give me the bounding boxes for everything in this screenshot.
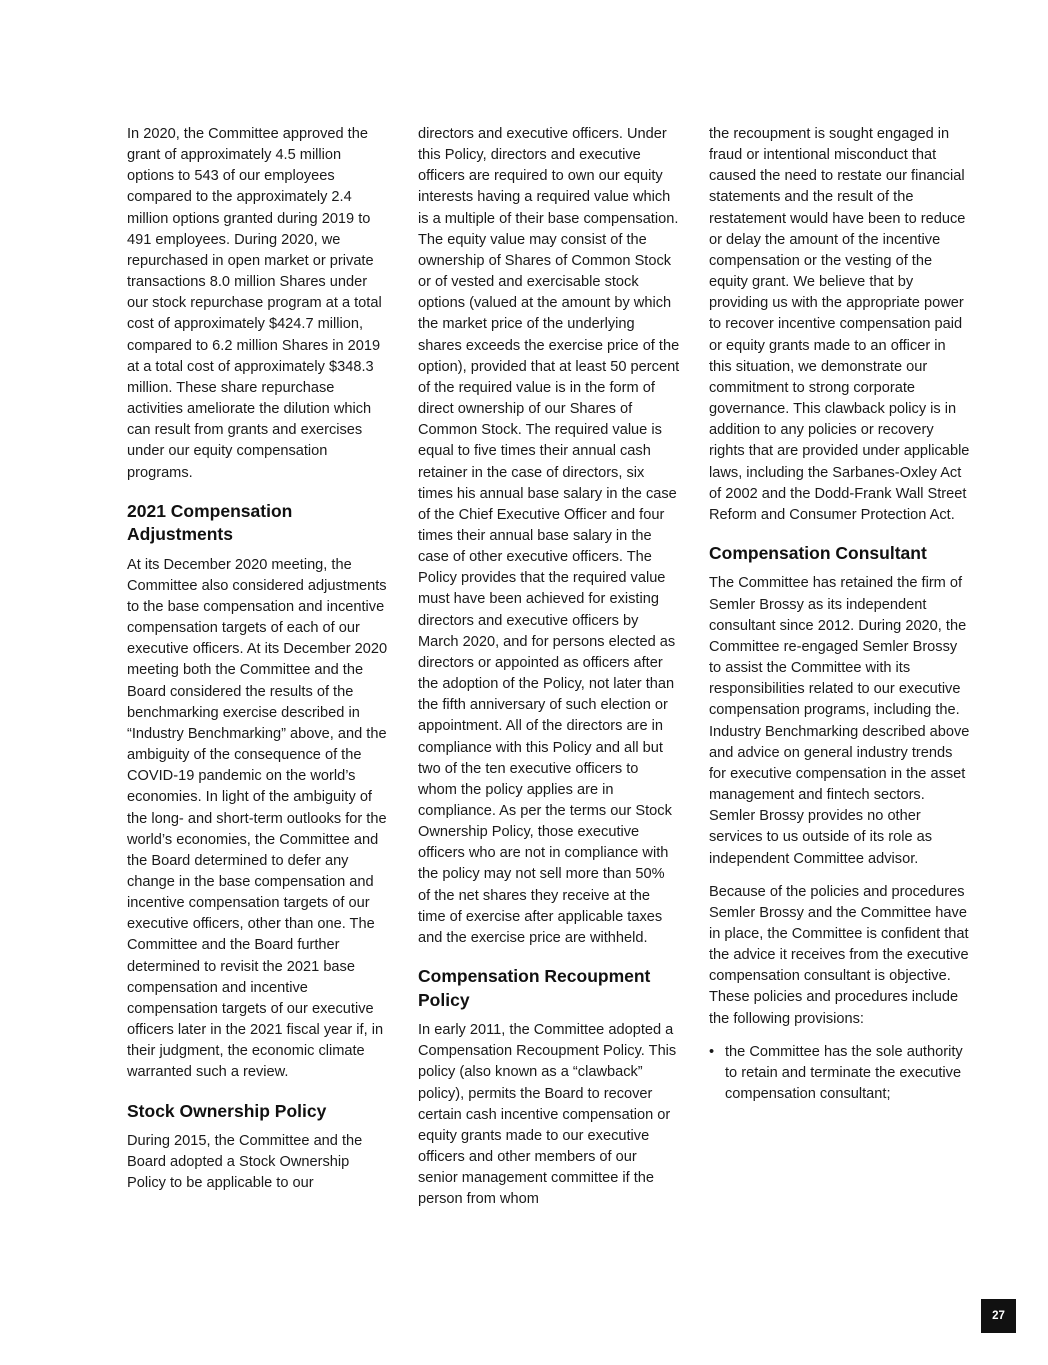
heading-compensation-recoupment-policy: Compensation Recoupment Policy — [418, 966, 651, 1010]
heading-compensation-consultant: Compensation Consultant — [709, 542, 927, 563]
paragraph-compensation-adjustments: At its December 2020 meeting, the Committee also considered adjustments to the base compensation and incentive compensation targets of each of our executive officers. At its December 2020 meeting both the Committee and the Board considered the results of the benchmarking exercise described in “Industry Benchmarking” above, and the ambiguity of the consequence of the COVID-19 pandemic on the world’s economies. In light of the ambiguity of the long- and short-term outlooks for the world’s economies, the Committee and the Board determined to defer any change in the base compensation and incentive compensation targets of our executive officers, other than one. The Committee and the Board further determined to revisit the 2021 base compensation and incentive compensation targets of our executive officers later in the 2021 fiscal year if, in their judgment, the economic climate warranted such a review. — [127, 556, 388, 1081]
provisions-list — [709, 1042, 971, 1105]
paragraph-recoupment-continued: the recoupment is sought engaged in fraud or intentional misconduct that caused the need to restate our financial statements and the result of the restatement would have been to reduce or delay the amount of the incentive compensation or the vesting of the equity grant. We believe that by providing us with the appropriate power to recover incentive compensation paid or equity grants made to an officer in this situation, we demonstrate our commitment to strong corporate governance. This clawback policy is in addition to any policies or recovery rights that are provided under applicable laws, including the Sarbanes-Oxley Act of 2002 and the Dodd-Frank Wall Street Reform and Consumer Protection Act. — [709, 126, 970, 523]
paragraph-option-grants: In 2020, the Committee approved the grant of approximately 4.5 million options to 543 of our employees compared to the approximately 2.4 million options granted during 2019 to 491 employees. During 2020, we repurchased in open market or private transactions 8.0 million Shares under our stock repurchase program at a total cost of approximately $424.7 million, compared to 6.2 million Shares in 2019 at a total cost of approximately $348.3 million. These share repurchase activities ameliorate the dilution which can result from grants and exercises under our equity compensation programs. — [127, 126, 382, 481]
list-item: • the Committee has the sole authority to retain and terminate the executive compensation consultant; — [709, 1042, 971, 1105]
heading-2021-compensation-adjustments: 2021 Compensation Adjustments — [127, 500, 293, 545]
paragraph-stock-ownership-start: During 2015, the Committee and the Board adopted a Stock Ownership Policy to be applicable to our — [127, 1133, 363, 1192]
paragraph-consultant: The Committee has retained the firm of Semler Brossy as its independent consultant since 2012. During 2020, the Committee re-engaged Semler Brossy to assist the Committee with its responsibilities related to our executive compensation programs, including the. Industry Benchmarking described above and advice on general industry trends for executive compensation in the asset management and fintech sectors. Semler Brossy provides no other services to us outside of its role as independent Committee advisor. — [709, 575, 970, 867]
paragraph-consultant-policies: Because of the policies and procedures Semler Brossy and the Committee have in place, the Committee is confident that the advice it receives from the executive compensation consultant is objective. These policies and procedures include the following provisions: — [709, 883, 969, 1027]
paragraph-recoupment-policy: In early 2011, the Committee adopted a Compensation Recoupment Policy. This policy (also known as a “clawback” policy), permits the Board to recover certain cash incentive compensation or equity grants made to our executive officers and other members of our senior management committee if the person from whom — [418, 1022, 677, 1208]
column-3 — [709, 124, 971, 1105]
heading-stock-ownership-policy: Stock Ownership Policy — [127, 1100, 327, 1121]
column-1 — [127, 124, 389, 1207]
column-2 — [418, 124, 680, 1223]
paragraph-stock-ownership-policy: directors and executive officers. Under this Policy, directors and executive officers are required to own our equity interests having a required value which is a multiple of their base compensation. The equity value may consist of the ownership of Shares of Common Stock or of vested and exercisable stock options (valued at the amount by which the market price of the underlying shares exceeds the exercise price of the option), provided that at least 50 percent of the required value is in the form of direct ownership of our Shares of Common Stock. The required value is equal to five times their annual cash retainer in the case of directors, six times his annual base salary in the case of the Chief Executive Officer and four times their annual base salary in the case of other executive officers. The Policy provides that the required value must have been achieved for existing directors and executive officers by March 2020, and for persons elected as directors or appointed as officers after the adoption of the Policy, not later than the fifth anniversary of such election or appointment. All of the directors are in compliance with this Policy and all but two of the ten executive officers to whom the policy applies are in compliance. As per the terms our Stock Ownership Policy, those executive officers who are not in compliance with the policy may not sell more than 50% of the net shares they receive at the time of exercise after applicable taxes and the exercise price are withheld. — [418, 126, 680, 946]
page-number-badge: 27 — [981, 1299, 1016, 1333]
